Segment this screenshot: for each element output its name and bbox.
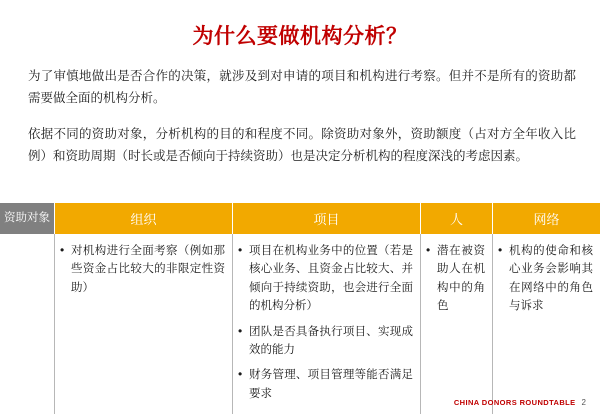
matrix-header-row: [0, 203, 600, 234]
list-item: • 机构的使命和核心业务会影响其在网络中的角色与诉求: [498, 242, 593, 316]
list-item: • 项目在机构业务中的位置（若是核心业务、且资金占比较大、并倾向于持续资助，也会进行全面的机构分析）: [238, 242, 413, 316]
list-item: • 团队是否具备执行项目、实现成效的能力: [238, 323, 413, 360]
bullet-list-people: [426, 242, 485, 316]
bullet-list-organization: [60, 242, 225, 297]
matrix-row-spacer: [0, 234, 54, 414]
slide-footer: [454, 398, 586, 407]
matrix-column-header-project: 项目: [232, 203, 420, 234]
analysis-matrix: [0, 203, 600, 414]
list-item: • 潜在被资助人在机构中的角色: [426, 242, 485, 316]
matrix-cell-project: [232, 234, 420, 414]
intro-paragraph-2: 依据不同的资助对象，分析机构的目的和程度不同。除资助对象外，资助额度（占对方全年收入比例）和资助周期（时长或是否倾向于持续资助）也是决定分析机构的程度深浅的考虑因素。: [28, 127, 576, 163]
matrix-cell-network: [492, 234, 600, 414]
list-item: • 财务管理、项目管理等能否满足要求: [238, 366, 413, 403]
matrix-column-header-people: 人: [420, 203, 492, 234]
matrix-body-row: [0, 234, 600, 414]
intro-paragraph-1: 为了审慎地做出是否合作的决策，就涉及到对申请的项目和机构进行考察。但并不是所有的资助都需要做全面的机构分析。: [28, 69, 576, 105]
footer-brand-label: CHINA DONORS ROUNDTABLE: [453, 398, 576, 407]
matrix-column-header-network: 网络: [492, 203, 600, 234]
list-item: • 对机构进行全面考察（例如那些资金占比较大的非限定性资助）: [60, 242, 225, 297]
matrix-corner-label: 资助对象: [0, 203, 54, 234]
page-number: 2: [581, 398, 586, 407]
matrix-column-header-organization: 组织: [54, 203, 232, 234]
matrix-cell-organization: [54, 234, 232, 414]
page-title: 为什么要做机构分析？: [192, 25, 408, 48]
bullet-list-project: [238, 242, 413, 403]
matrix-cell-people: [420, 234, 492, 414]
bullet-list-network: [498, 242, 593, 316]
